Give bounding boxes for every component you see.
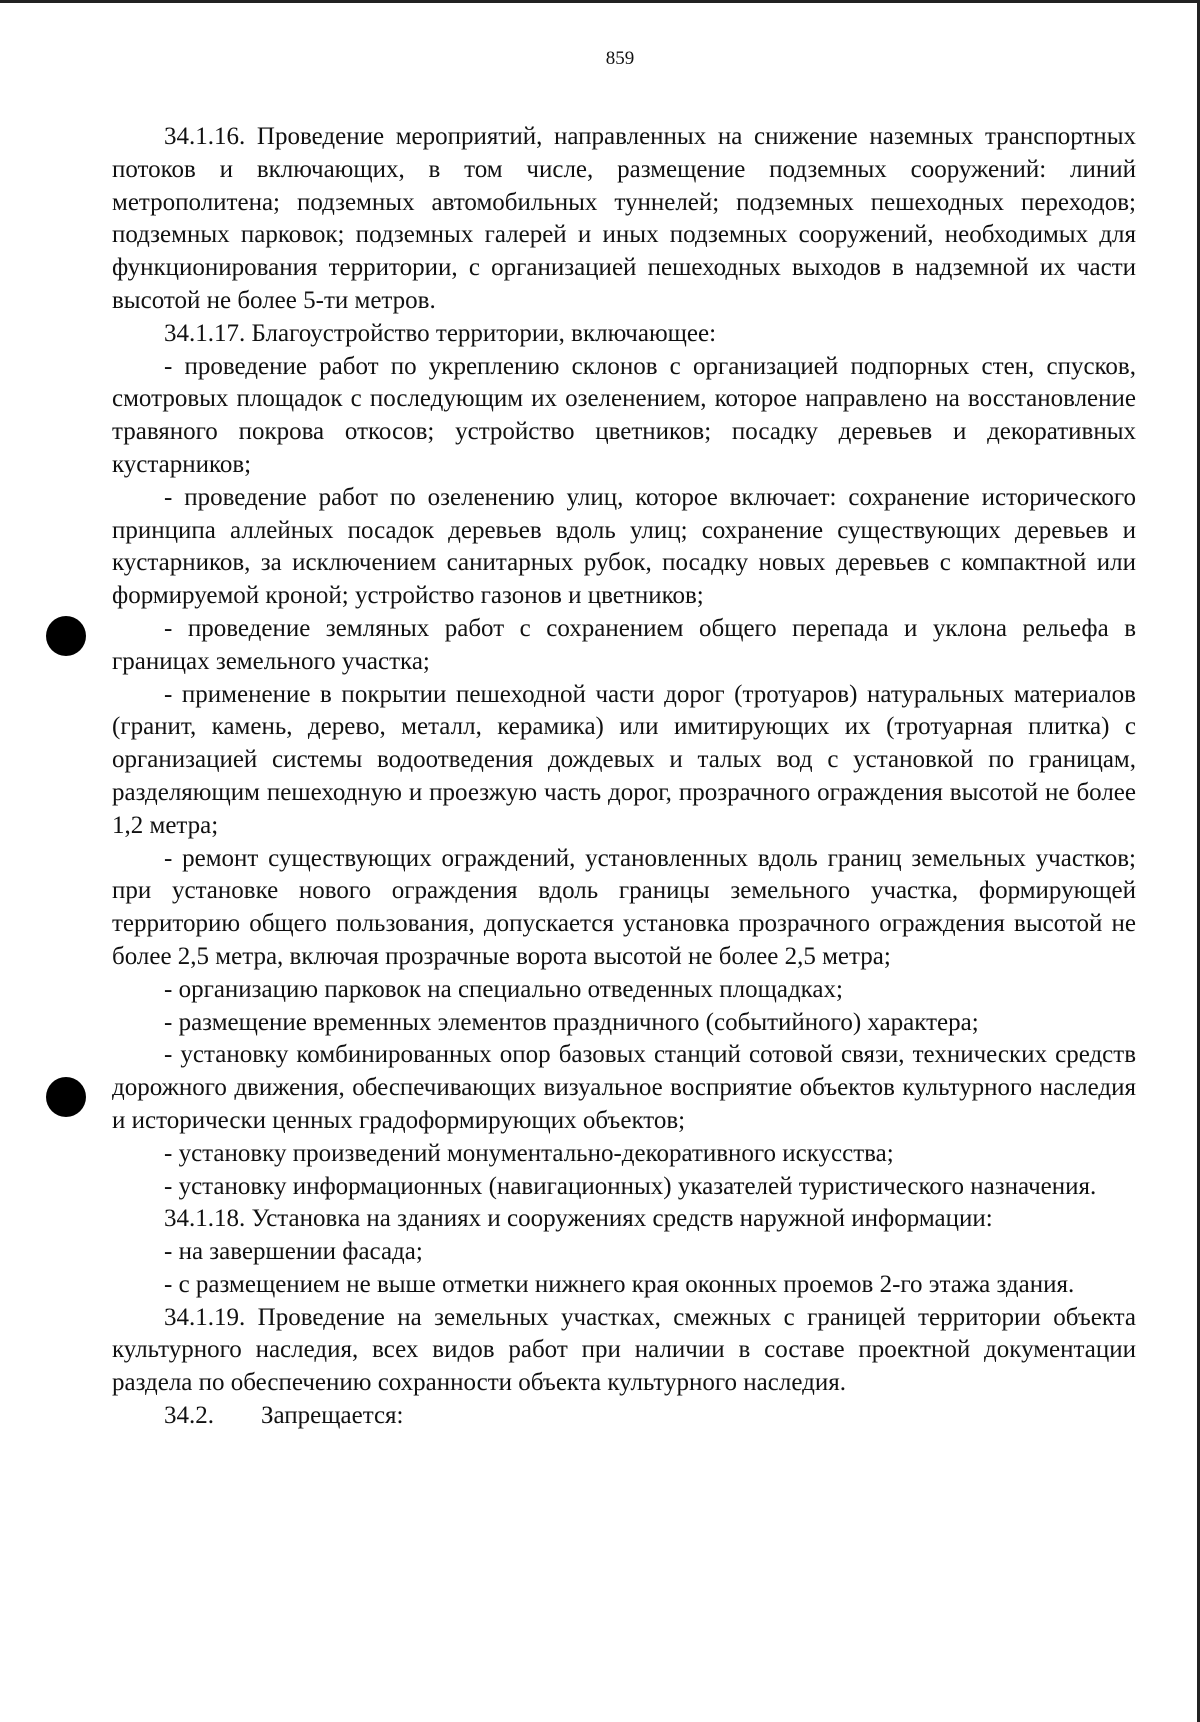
paragraph-34-1-17: 34.1.17. Благоустройство территории, включающее: — [164, 319, 717, 347]
list-item-festive-elements: - размещение временных элементов праздничного (событийного) характера; — [164, 1008, 979, 1036]
section-34-2-heading — [112, 1400, 1136, 1433]
document-body — [112, 121, 1136, 1433]
list-item-below-second-floor: - с размещением не выше отметки нижнего края оконных проемов 2-го этажа здания. — [164, 1270, 1075, 1298]
list-item-parking: - организацию парковок на специально отведенных площадках; — [164, 975, 843, 1003]
list-item-fences: - ремонт существующих ограждений, установленных вдоль границ земельных участков; при установке нового ограждения вдоль границы земельного участка, формирующей территорию общего пользования, допускается установка прозрачного ограждения высотой не более 2,5 метра, включая прозрачные ворота высотой не более 2,5 метра; — [112, 844, 1136, 970]
section-number: 34.2. — [164, 1402, 214, 1430]
paragraph-34-1-16: 34.1.16. Проведение мероприятий, направленных на снижение наземных транспортных потоков и включающих, в том числе, размещение подземных сооружений: линий метрополитена; подземных автомобильных туннелей; подземных пешеходных переходов; подземных парковок; подземных галерей и иных подземных сооружений, необходимых для функционирования территории, с организацией пешеходных выходов в надземной их части высотой не более 5-ти метров. — [112, 123, 1136, 314]
list-item-facade-top: - на завершении фасада; — [164, 1238, 423, 1266]
page-number: 859 — [605, 48, 635, 69]
section-title: Запрещается: — [261, 1402, 404, 1430]
list-item-street-greening: - проведение работ по озеленению улиц, которое включает: сохранение исторического принципа аллейных посадок деревьев вдоль улиц; сохранение существующих деревьев и кустарников, за исключением санитарных рубок, посадку новых деревьев с компактной или формируемой кроной; устройство газонов и цветников; — [112, 483, 1136, 610]
paragraph-34-1-18: 34.1.18. Установка на зданиях и сооружениях средств наружной информации: — [164, 1205, 993, 1233]
punch-hole-mark — [46, 1077, 86, 1117]
list-item-cell-towers: - установку комбинированных опор базовых станций сотовой связи, технических средств дорожного движения, обеспечивающих визуальное восприятие объектов культурного наследия и исторически ценных градоформирующих объектов; — [112, 1041, 1136, 1134]
paragraph-34-1-19: 34.1.19. Проведение на земельных участках, смежных с границей территории объекта культурного наследия, всех видов работ при наличии в составе проектной документации раздела по обеспечению сохранности объекта культурного наследия. — [112, 1303, 1136, 1397]
list-item-slopes: - проведение работ по укреплению склонов с организацией подпорных стен, спусков, смотровых площадок с последующим их озеленением, которое направлено на восстановление травяного покрова откосов; устройство цветников; посадку деревьев и декоративных кустарников; — [112, 352, 1136, 478]
punch-hole-mark — [46, 616, 86, 656]
list-item-earthworks: - проведение земляных работ с сохранением общего перепада и уклона рельефа в границах земельного участка; — [112, 614, 1136, 675]
list-item-monumental-art: - установку произведений монументально-декоративного искусства; — [164, 1139, 894, 1167]
list-item-pavement: - применение в покрытии пешеходной части дорог (тротуаров) натуральных материалов (гранит, камень, дерево, металл, керамика) или имитирующих их (тротуарная плитка) с организацией системы водоотведения дождевых и талых вод с установкой по границам, разделяющим пешеходную и проезжую часть дорог, прозрачного ограждения высотой не более 1,2 метра; — [112, 680, 1136, 839]
list-item-tourist-signs: - установку информационных (навигационных) указателей туристического назначения. — [164, 1172, 1097, 1200]
